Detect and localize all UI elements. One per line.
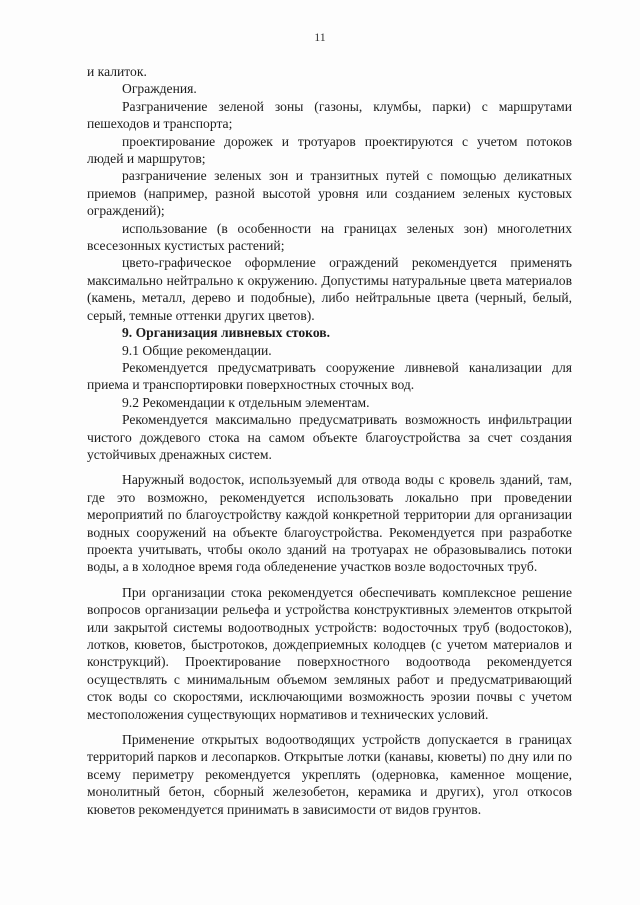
paragraph: Наружный водосток, используемый для отвода воды с кровель зданий, там, где это возможно, рекомендуется использовать локально при проведении мероприятий по благоустройству каждой конкретной территории для организации водных сооружений на объекте благоустройства. Рекомендуется при разработке проекта учитывать, чтобы около зданий на тротуарах не образовывались потоки воды, а в холодное время года обледенение участков возле водосточных труб. — [87, 472, 572, 575]
paragraph: Применение открытых водоотводящих устройств допускается в границах территорий парков и лесопарков. Открытые лотки (канавы, кюветы) по дну или по всему периметру рекомендуется укреплять (одерновка, каменное мощение, монолитный бетон, сборный железобетон, керамика и других), угол откосов кюветов рекомендуется принимать в зависимости от видов грунтов. — [87, 732, 572, 817]
paragraph: Рекомендуется максимально предусматривать возможность инфильтрации чистого дождевого стока на самом объекте благоустройства за счет создания устойчивых дренажных систем. — [87, 412, 572, 462]
paragraph: При организации стока рекомендуется обеспечивать комплексное решение вопросов организации рельефа и устройства конструктивных элементов открытой или закрытой системы водоотводных устройств: водосточных труб (водостоков), лотков, кюветов, быстротоков, дождеприемных колодцев (с учетом материалов и конструкций). Проектирование поверхностного водоотвода рекомендуется осуществлять с минимальным объемом земляных работ и предусматривающий сток воды со скоростями, исключающими возможность эрозии почвы с учетом местоположения существующих нормативов и технических условий. — [87, 584, 572, 722]
paragraph: использование (в особенности на границах зеленых зон) многолетних всесезонных кустистых растений; — [87, 220, 572, 254]
paragraph: Разграничение зеленой зоны (газоны, клумбы, парки) с маршрутами пешеходов и транспорта; — [87, 98, 572, 132]
page-number: 11 — [314, 30, 326, 44]
paragraph: проектирование дорожек и тротуаров проектируются с учетом потоков людей и маршрутов; — [87, 133, 572, 167]
section-heading: 9. Организация ливневых стоков. — [122, 325, 331, 341]
section-label-fences: Ограждения. — [122, 81, 197, 97]
paragraph: Рекомендуется предусматривать сооружение ливневой канализации для приема и транспортировки поверхностных сточных вод. — [87, 359, 572, 393]
document-body — [87, 63, 572, 818]
paragraph: разграничение зеленых зон и транзитных путей с помощью деликатных приемов (например, разной высотой уровня или созданием зеленых кустовых ограждений); — [87, 168, 572, 219]
subsection-heading: 9.2 Рекомендации к отдельным элементам. — [122, 394, 370, 410]
subsection-heading: 9.1 Общие рекомендации. — [122, 342, 272, 358]
paragraph: цвето-графическое оформление ограждений рекомендуется применять максимально нейтрально к окружению. Допустимы натуральные цвета материалов (камень, металл, дерево и подобные), либо нейтральные цвета (черный, белый, серый, темные оттенки других цветов). — [87, 255, 572, 323]
paragraph-continuation: и калиток. — [87, 64, 147, 79]
